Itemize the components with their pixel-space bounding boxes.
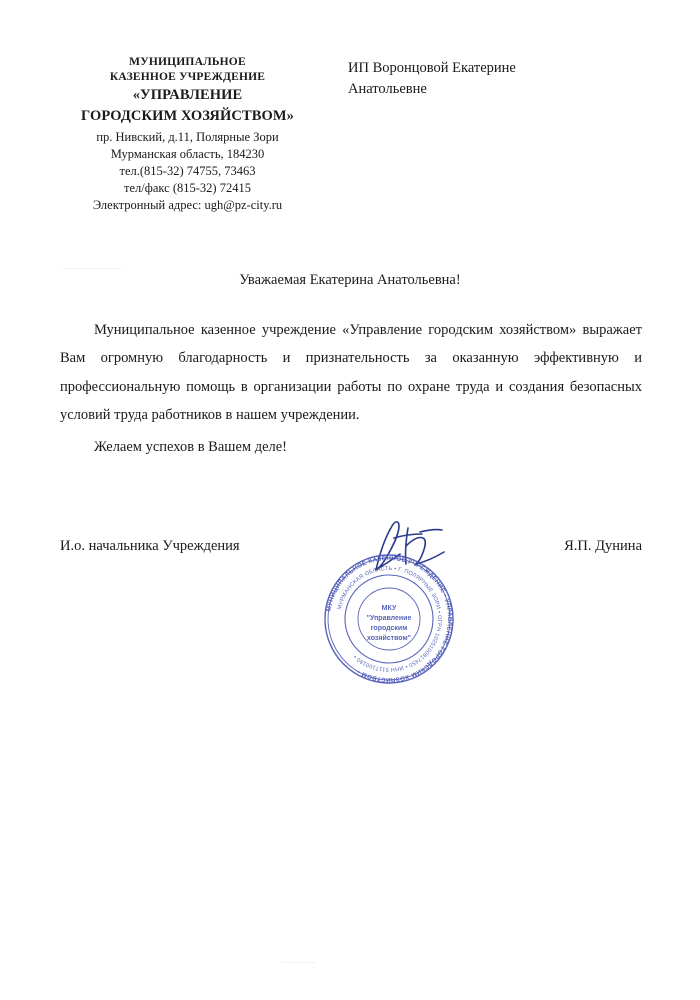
letterhead-email: Электронный адрес: ugh@pz-city.ru — [92, 197, 283, 212]
stamp-center-line-2: "Управление — [366, 615, 412, 622]
body-text — [60, 316, 642, 461]
letterhead-line-4: ГОРОДСКИМ ХОЗЯЙСТВОМ» — [80, 107, 294, 124]
signatory-position: И.о. начальника Учреждения — [60, 538, 240, 554]
stamp-inner-text: МУРМАНСКАЯ ОБЛАСТЬ • Г. ПОЛЯРНЫЕ ЗОРИ • ОГРН 1025100817450 • ИНН 5117100180 • — [336, 565, 443, 673]
letterhead-phone: тел.(815-32) 74755, 73463 — [119, 163, 256, 178]
body-paragraph-1: Муниципальное казенное учреждение «Управление городским хозяйством» выражает Вам огромную благодарность и признательность за оказанную эффективную и профессиональную помощь в организации работы по охране труда и создания безопасных условий труда работников в нашем учреждении. — [60, 322, 642, 423]
addressee-line-2: Анатольевне — [348, 81, 427, 98]
letterhead-address-1: пр. Нивский, д.11, Полярные Зори — [96, 129, 279, 144]
letterhead-fax: тел/факс (815-32) 72415 — [124, 180, 251, 195]
salutation: Уважаемая Екатерина Анатольевна! — [239, 272, 461, 288]
addressee-line-1: ИП Воронцовой Екатерине — [348, 60, 516, 76]
stamp-center-line-1: МКУ — [381, 605, 397, 612]
letterhead-line-1: МУНИЦИПАЛЬНОЕ — [129, 56, 246, 68]
letterhead-address-2: Мурманская область, 184230 — [110, 146, 265, 161]
stamp-center-line-4: хозяйством" — [367, 635, 411, 642]
letterhead-line-3: «УПРАВЛЕНИЕ — [132, 87, 243, 104]
handwritten-signature-icon — [356, 512, 466, 582]
letterhead-line-2: КАЗЕННОЕ УЧРЕЖДЕНИЕ — [109, 70, 266, 83]
scan-artifact — [62, 268, 122, 269]
letterhead-block — [60, 55, 315, 213]
stamp-center-line-3: городским — [370, 625, 408, 632]
addressee-block — [348, 58, 608, 100]
official-round-stamp-icon — [318, 548, 460, 690]
body-paragraph-2: Желаем успехов в Вашем деле! — [94, 439, 288, 456]
scan-artifact — [282, 962, 316, 963]
stamp-outer-text: МУНИЦИПАЛЬНОЕ КАЗЕННОЕ УЧРЕЖДЕНИЕ • УПРАВЛЕНИЕ ГОРОДСКИМ ХОЗЯЙСТВОМ • — [325, 554, 454, 684]
signatory-name: Я.П. Дунина — [564, 538, 642, 554]
